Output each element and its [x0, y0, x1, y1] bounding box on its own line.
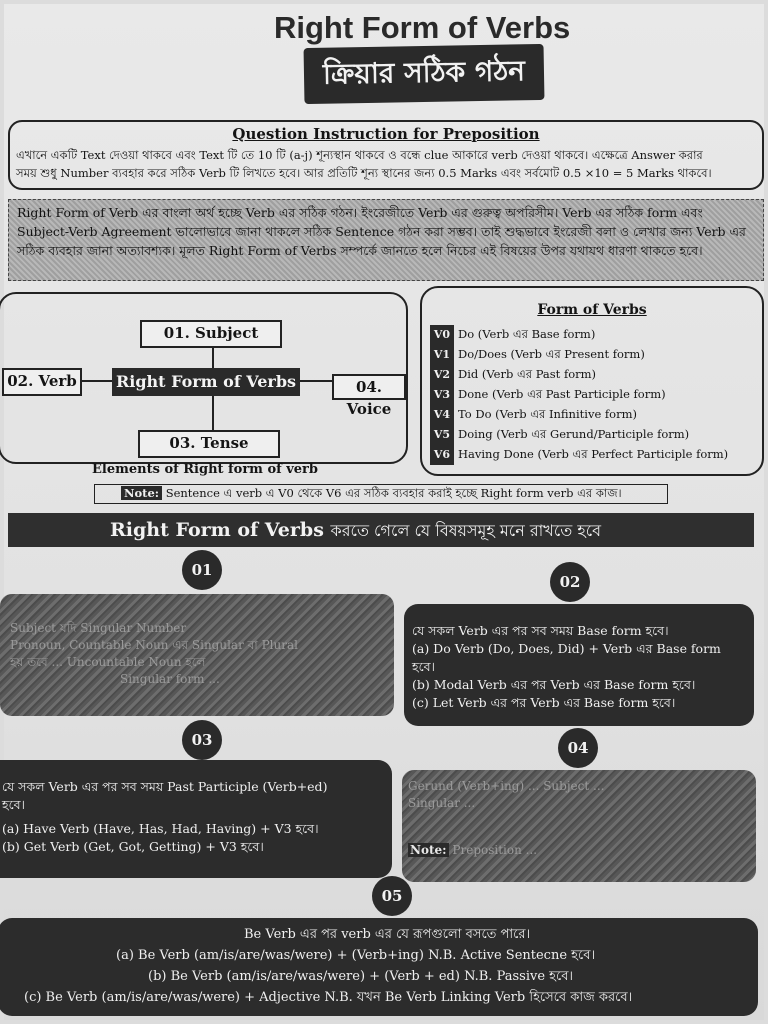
- form-row: [430, 364, 596, 384]
- form-text: Do/Does (Verb এর Present form): [458, 347, 645, 361]
- note-text: Sentence এ verb এ V0 থেকে V6 এর সঠিক ব্যবহার করাই হচ্ছে Right form verb এর কাজ।: [165, 486, 622, 500]
- bangla-title-banner: ক্রিয়ার সঠিক গঠন: [304, 44, 545, 104]
- connector-line: [78, 380, 112, 382]
- rule-line: (c) Be Verb (am/is/are/was/were) + Adjective N.B. যখন Be Verb Linking Verb হিসেবে কাজ করবে।: [24, 990, 633, 1005]
- elements-diagram: [0, 292, 408, 464]
- element-tense: 03. Tense: [138, 430, 280, 458]
- rule-line: (b) Get Verb (Get, Got, Getting) + V3 হবে।: [2, 839, 264, 854]
- form-row: [430, 344, 645, 364]
- rule-line: যে সকল Verb এর পর সব সময় Past Participle (Verb+ed): [2, 779, 328, 794]
- form-row: [430, 424, 689, 444]
- rule-line: যে সকল Verb এর পর সব সময় Base form হবে।: [412, 623, 669, 638]
- form-code: V0: [430, 325, 454, 345]
- form-code: V6: [430, 445, 454, 465]
- intro-paragraph: Right Form of Verb এর বাংলা অর্থ হচ্ছে Verb এর সঠিক গঠন। ইংরেজীতে Verb এর গুরুত্ব অপরিসীম। Verb এর সঠিক form এবং Subject-Verb Agreement ভালোভাবে জানা থাকলে সঠিক Sentence গঠন করা সম্ভব। তাই শুদ্ধভাবে ইংরেজী বলা ও লেখার জন্য Verb এর সঠিক ব্যবহার জানা অত্যাবশ্যক। মূলত Right Form of Verbs সম্পর্কে জানতে হলে নিচের এই বিষয়ের উপর যথাযথ ধারণা থাকতে হবে।: [8, 199, 764, 281]
- element-voice: 04. Voice: [332, 374, 406, 400]
- form-text: Done (Verb এর Past Participle form): [458, 387, 666, 401]
- note-text: Preposition ...: [452, 843, 538, 857]
- form-text: To Do (Verb এর Infinitive form): [458, 407, 637, 421]
- form-code: V4: [430, 405, 454, 425]
- rule-line: হবে।: [2, 797, 26, 812]
- form-code: V1: [430, 345, 454, 365]
- connector-line: [300, 380, 332, 382]
- rule-number-02: 02: [550, 562, 590, 602]
- rule-number-03: 03: [182, 720, 222, 760]
- rule-line: (a) Have Verb (Have, Has, Had, Having) + V3 হবে।: [2, 821, 319, 836]
- diagram-caption: Elements of Right form of verb: [92, 462, 318, 477]
- rule-number-04: 04: [558, 728, 598, 768]
- rule-number-01: 01: [182, 550, 222, 590]
- forms-heading: Form of Verbs: [537, 302, 647, 318]
- rule-line: (c) Let Verb এর পর Verb এর Base form হবে।: [412, 695, 676, 710]
- form-code: V5: [430, 425, 454, 445]
- rule-line: (b) Modal Verb এর পর Verb এর Base form হবে।: [412, 677, 696, 692]
- form-row: [430, 444, 728, 464]
- instruction-box: [8, 120, 764, 190]
- instruction-text: [16, 146, 756, 182]
- rule-line: Be Verb এর পর verb এর যে রূপগুলো বসতে পারে।: [244, 927, 531, 942]
- rule-02-card: [404, 604, 754, 726]
- instruction-heading: Question Instruction for Preposition: [232, 125, 540, 143]
- form-row: [430, 384, 666, 404]
- element-verb: 02. Verb: [2, 368, 82, 396]
- section-header: [8, 513, 754, 547]
- page-title: Right Form of Verbs: [274, 10, 571, 45]
- rule-line: Subject যদি Singular Number: [10, 621, 187, 635]
- rule-05-card: [0, 918, 758, 1016]
- rule-line: (a) Be Verb (am/is/are/was/were) + (Verb+ing) N.B. Active Senteсne হবে।: [116, 948, 596, 963]
- rule-number-05: 05: [372, 876, 412, 916]
- rule-line: Pronoun, Countable Noun এর Singular বা Plural: [10, 638, 298, 652]
- form-of-verbs-box: [420, 286, 764, 476]
- rule-01-card: [0, 594, 394, 716]
- rule-line: হবে।: [412, 659, 436, 674]
- instruction-line: এখানে একটি Text দেওয়া থাকবে এবং Text টি তে 10 টি (a-j) শূন্যস্থান থাকবে ও বন্ধে clue আকারে verb দেওয়া থাকবে। এক্ষেত্রে Answer করার: [16, 148, 703, 162]
- rule-line: Singular ...: [408, 796, 476, 810]
- section-title-en: Right Form of Verbs: [110, 519, 324, 541]
- form-text: Doing (Verb এর Gerund/Participle form): [458, 427, 690, 441]
- rule-line: Singular form ...: [120, 672, 220, 686]
- form-code: V2: [430, 365, 454, 385]
- element-subject: 01. Subject: [140, 320, 282, 348]
- diagram-center-label: Right Form of Verbs: [112, 368, 300, 396]
- rule-line: (a) Do Verb (Do, Does, Did) + Verb এর Base form: [412, 641, 721, 656]
- rule-line: হয় তবে ... Uncountable Noun হলে: [10, 655, 206, 669]
- note-tag: Note:: [121, 486, 162, 500]
- rule-04-card: [402, 770, 756, 882]
- rule-line: (b) Be Verb (am/is/are/was/were) + (Verb + ed) N.B. Passive হবে।: [148, 969, 574, 984]
- form-row: [430, 324, 595, 344]
- form-text: Did (Verb এর Past form): [458, 367, 597, 381]
- form-code: V3: [430, 385, 454, 405]
- form-text: Do (Verb এর Base form): [458, 327, 596, 341]
- form-text: Having Done (Verb এর Perfect Participle form): [458, 447, 729, 461]
- rule-line: Gerund (Verb+ing) ... Subject ...: [408, 779, 605, 793]
- form-row: [430, 404, 637, 424]
- document-page: [4, 4, 764, 1020]
- section-title-bn: করতে গেলে যে বিষয়সমূহ মনে রাখতে হবে: [330, 521, 602, 540]
- rule-03-card: [0, 760, 392, 878]
- note-tag: Note:: [410, 843, 447, 857]
- note-box: [94, 484, 668, 504]
- rule-04-note: [408, 842, 750, 859]
- instruction-line: সময় শুধু Number ব্যবহার করে সঠিক Verb টি লিখতে হবে। আর প্রতিটি শূন্য স্থানের জন্য 0.5 Marks এবং সর্বমোট 0.5 ×10 = 5 Marks থাকবে।: [16, 166, 712, 180]
